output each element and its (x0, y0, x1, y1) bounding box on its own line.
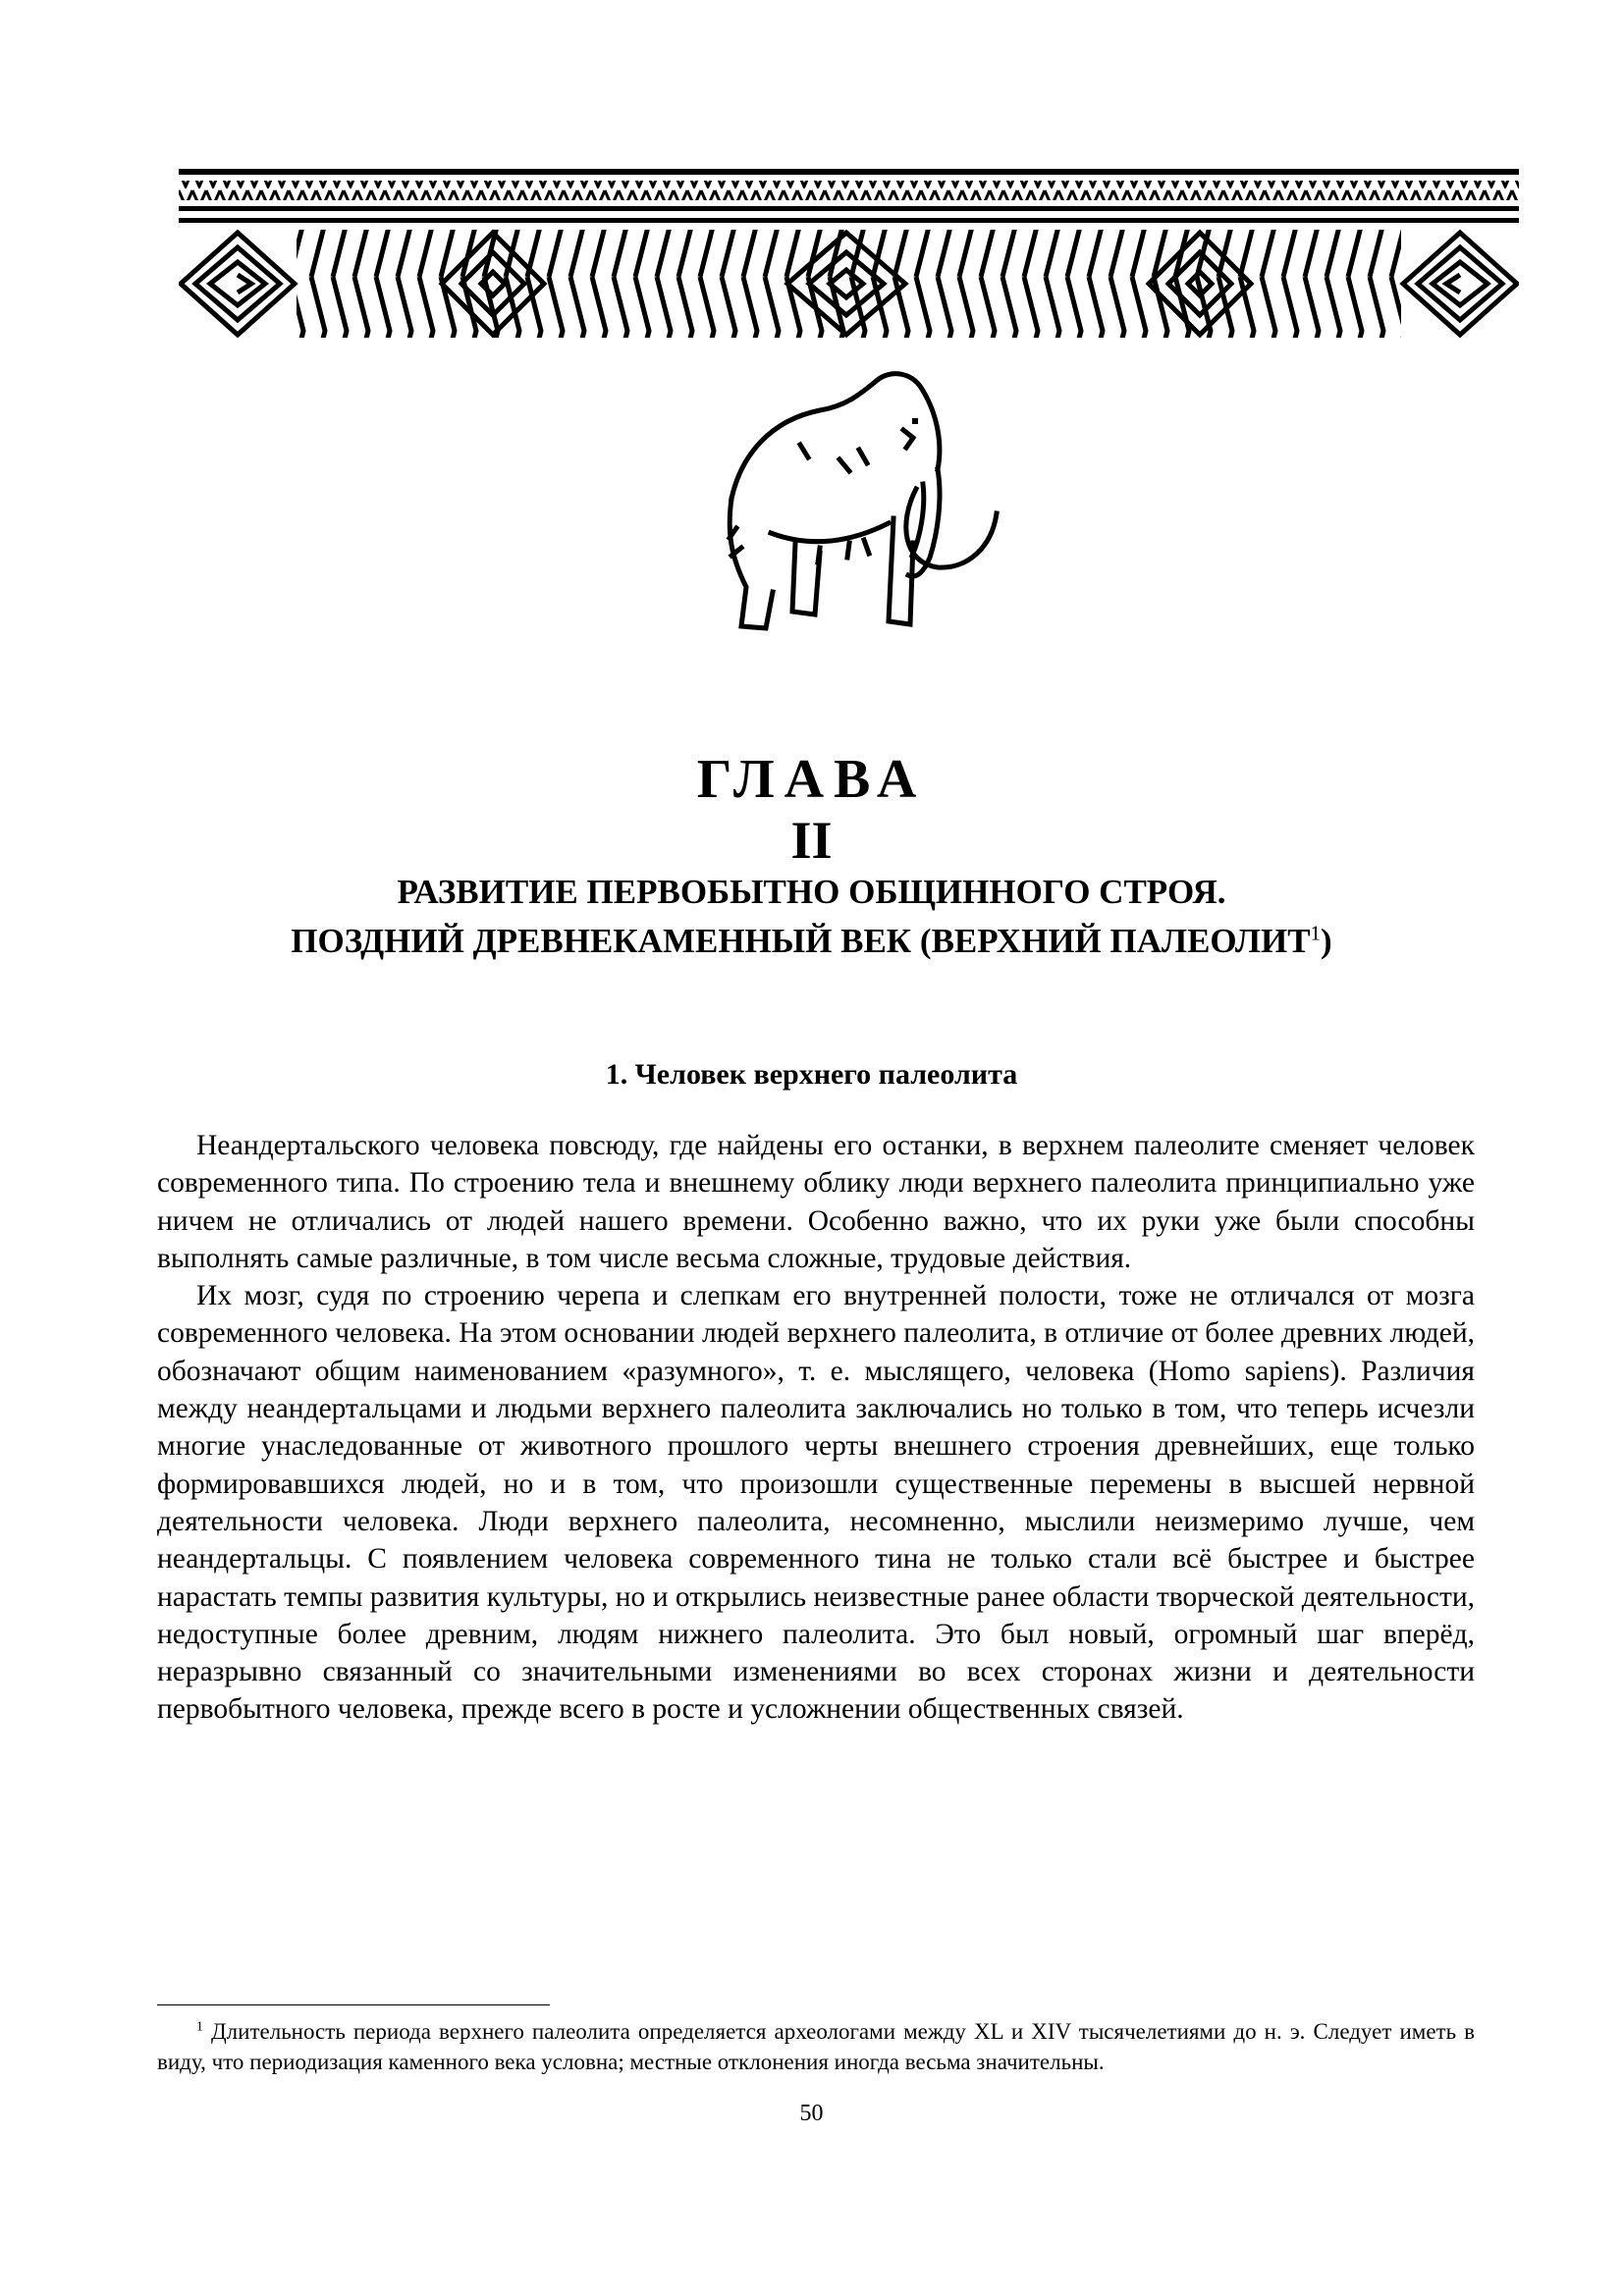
chapter-title-line2-text: ПОЗДНИЙ ДРЕВНЕКАМЕННЫЙ ВЕК (ВЕРХНИЙ ПАЛЕОЛИТ (291, 922, 1311, 960)
page-number: 50 (799, 2101, 824, 2126)
footnote-text: Длительность периода верхнего палеолита определяется археологами между XL и XIV тысячелетиями до н. э. Следует иметь в виду, что периодизация каменного века условна; местные отклонения иногда весьма значительны. (157, 2019, 1475, 2074)
body-text (157, 1127, 1475, 1729)
chapter-number: II (790, 811, 833, 870)
footnote (157, 2016, 1475, 2077)
mammoth-drawing-icon (702, 361, 1016, 675)
chapter-label: ГЛАВА (696, 749, 927, 810)
chapter-title-line2 (0, 920, 1623, 963)
chapter-title-line1: РАЗВИТИЕ ПЕРВОБЫТНО ОБЩИННОГО СТРОЯ. (397, 873, 1226, 911)
paragraph: Неандертальского человека повсюду, где найдены его останки, в верхнем палеолите сменяет человек современного типа. По строению тела и внешнему облику люди верхнего палеолита принципиально уже ничем не отличались от людей нашего времени. Особенно важно, что их руки уже были способны выполнять самые различные, в том числе весьма сложные, трудовые действия. (157, 1130, 1475, 1274)
geometric-meander-border-icon (179, 169, 1519, 341)
footnote-reference[interactable]: 1 (1310, 921, 1322, 945)
paragraph: Их мозг, судя по строению черепа и слепкам его внутренней полости, тоже не отличался от мозга современного человека. На этом основании людей верхнего палеолита, в отличие от более древних людей, обозначают общим наименованием «разумного», т. е. мыслящего, человека (Homo sapiens). Различия между неандертальцами и людьми верхнего палеолита заключались но только в том, что теперь исчезли многие унаследованные от животного прошлого черты внешнего строения древнейших, еще только формировавшихся людей, но и в том, что произошли существенные перемены в высшей нервной деятельности человека. Люди верхнего палеолита, несомненно, мыслили неизмеримо лучше, чем неандертальцы. С появлением человека современного тина не только стали всё быстрее и быстрее нарастать темпы развития культуры, но и открылись неизвестные ранее области творческой деятельности, недоступные более древним, людям нижнего палеолита. Это был новый, огромный шаг вперёд, неразрывно связанный со значительными изменениями во всех сторонах жизни и деятельности первобытного человека, прежде всего в росте и усложнении общественных связей. (157, 1280, 1475, 1726)
footnote-mark: 1 (196, 2018, 203, 2034)
chapter-title-close: ) (1321, 922, 1332, 960)
section-heading: 1. Человек верхнего палеолита (605, 1058, 1018, 1091)
footnote-divider (157, 2004, 550, 2005)
